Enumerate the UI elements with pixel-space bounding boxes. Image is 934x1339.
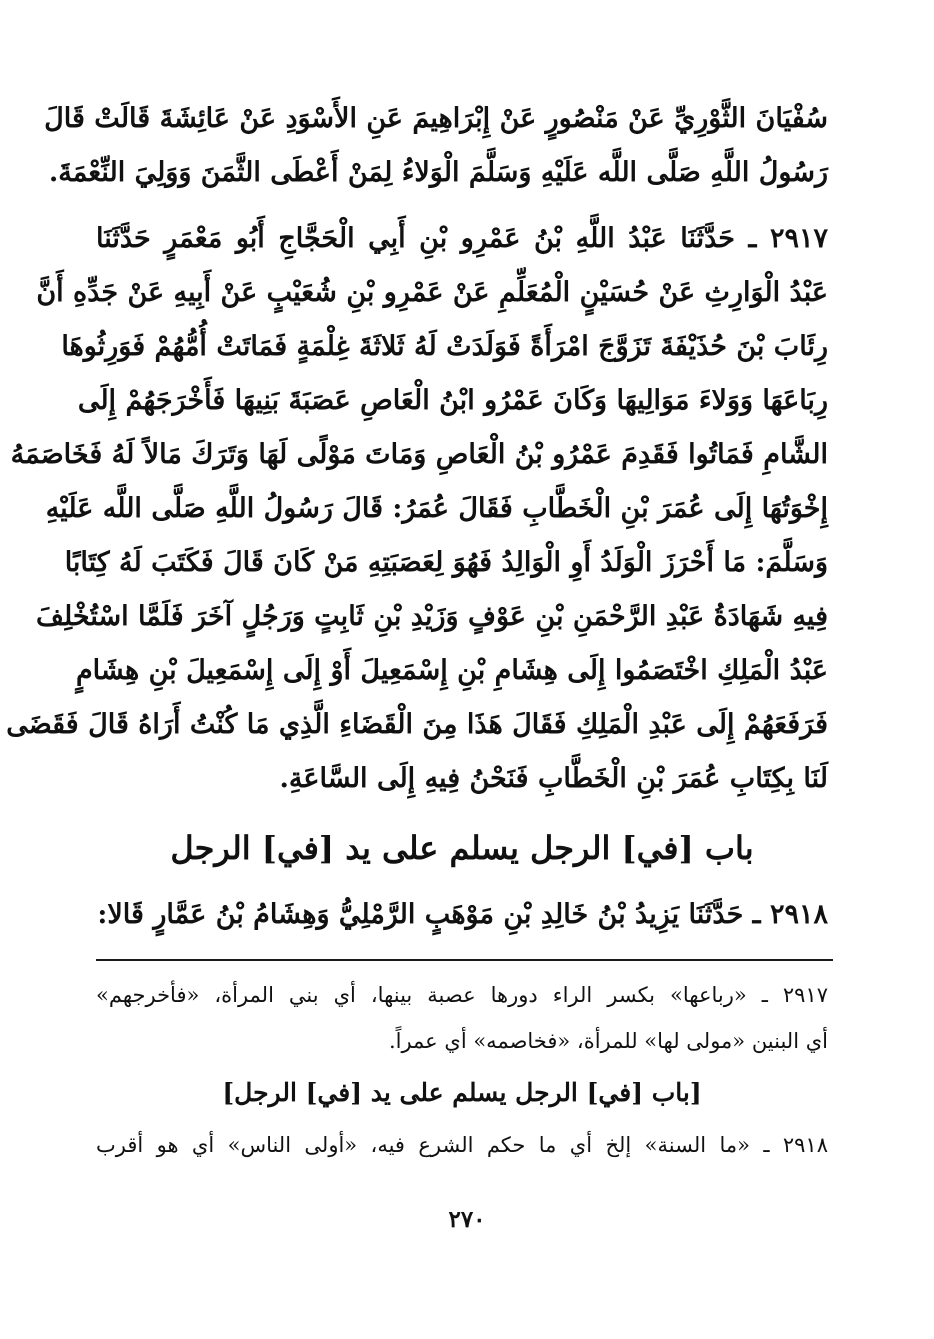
footnote-line: ٢٩١٧ ـ «رباعها» بكسر الراء دورها عصبة بينها، أي بني المرأة، «فأخرجهم» bbox=[96, 983, 828, 1007]
chapter-heading: باب [في] الرجل يسلم على يد [في] الرجل bbox=[170, 829, 754, 867]
footnotes-block bbox=[96, 972, 828, 1168]
text-line: رَسُولُ اللَّهِ صَلَّى اللَّه عَلَيْهِ وَسَلَّمَ الْوَلاءُ لِمَنْ أَعْطَى الثَّمَنَ وَوَلِيَ النِّعْمَةَ. bbox=[48, 157, 828, 188]
hadith-line: عَبْدُ الْمَلِكِ اخْتَصَمُوا إِلَى هِشَامِ بْنِ إِسْمَعِيلَ أَوْ إِلَى إِسْمَعِيلَ بْنِ هِشَامٍ bbox=[75, 655, 828, 686]
hadith-line: رِبَاعَهَا وَوَلاءَ مَوَالِيهَا وَكَانَ عَمْرُو ابْنُ الْعَاصِ عَصَبَةَ بَنِيهَا فَأَخْرَجَهُمْ إِلَى bbox=[77, 385, 828, 416]
hadith-line: لَنَا بِكِتَابِ عُمَرَ بْنِ الْخَطَّابِ فَنَحْنُ فِيهِ إِلَى السَّاعَةِ. bbox=[279, 763, 828, 794]
footnote-line: أي البنين «مولى لها» للمرأة، «فخاصمه» أي عمراً. bbox=[388, 1029, 828, 1053]
text-line: سُفْيَانَ الثَّوْرِيِّ عَنْ مَنْصُورٍ عَنْ إِبْرَاهِيمَ عَنِ الأَسْوَدِ عَنْ عَائِشَةَ قَالَتْ قَالَ bbox=[44, 103, 828, 134]
footnote-line: ٢٩١٨ ـ «ما السنة» إلخ أي ما حكم الشرع فيه، «أولى الناس» أي هو أقرب bbox=[96, 1133, 828, 1157]
hadith-line: فِيهِ شَهَادَةُ عَبْدِ الرَّحْمَنِ بْنِ عَوْفٍ وَزَيْدِ بْنِ ثَابِتٍ وَرَجُلٍ آخَرَ فَلَمَّا اسْتُخْلِفَ bbox=[36, 601, 828, 632]
paragraph-gap bbox=[96, 200, 828, 212]
hadith-line: فَرَفَعَهُمْ إِلَى عَبْدِ الْمَلِكِ فَقَالَ هَذَا مِنَ الْقَضَاءِ الَّذِي مَا كُنْتُ أَرَاهُ قَالَ فَقَضَى bbox=[6, 709, 828, 740]
page-number: ٢٧٠ bbox=[448, 1206, 486, 1233]
hadith-line: الشَّامِ فَمَاتُوا فَقَدِمَ عَمْرُو بْنُ الْعَاصِ وَمَاتَ مَوْلًى لَهَا وَتَرَكَ مَالاً لَهُ فَخَاصَمَهُ bbox=[10, 439, 828, 470]
hadith-line: عَبْدُ الْوَارِثِ عَنْ حُسَيْنٍ الْمُعَلِّمِ عَنْ عَمْرِو بْنِ شُعَيْبٍ عَنْ أَبِيهِ عَنْ جَدِّهِ أَنَّ bbox=[36, 277, 828, 308]
hadith-line: إِخْوَتُهَا إِلَى عُمَرَ بْنِ الْخَطَّابِ فَقَالَ عُمَرُ: قَالَ رَسُولُ اللَّهِ صَلَّى اللَّه عَلَيْهِ bbox=[45, 493, 828, 524]
hadith-2918: ٢٩١٨ ـ حَدَّثَنَا يَزِيدُ بْنُ خَالِدِ بْنِ مَوْهَبٍ الرَّمْلِيُّ وَهِشَامُ بْنُ عَمَّارٍ قَالا: bbox=[97, 899, 828, 930]
hadith-line: ٢٩١٧ ـ حَدَّثَنَا عَبْدُ اللَّهِ بْنُ عَمْرِو بْنِ أَبِي الْحَجَّاجِ أَبُو مَعْمَرٍ حَدَّثَنَا bbox=[96, 223, 828, 254]
hadith-line: رِئَابَ بْنَ حُذَيْفَةَ تَزَوَّجَ امْرَأَةً فَوَلَدَتْ لَهُ ثَلاثَةَ غِلْمَةٍ فَمَاتَتْ أُمُّهُمْ فَوَرِثُوهَا bbox=[61, 331, 828, 362]
hadith-2917 bbox=[6, 212, 828, 806]
footnote-chapter-heading: [باب [في] الرجل يسلم على يد [في] الرجل] bbox=[222, 1078, 702, 1107]
hadith-line: وَسَلَّمَ: مَا أَحْرَزَ الْوَلَدُ أَوِ الْوَالِدُ فَهُوَ لِعَصَبَتِهِ مَنْ كَانَ قَالَ فَكَتَبَ لَهُ كِتَابًا bbox=[64, 547, 828, 578]
footnote-divider bbox=[96, 959, 833, 961]
main-text-block bbox=[6, 92, 828, 806]
